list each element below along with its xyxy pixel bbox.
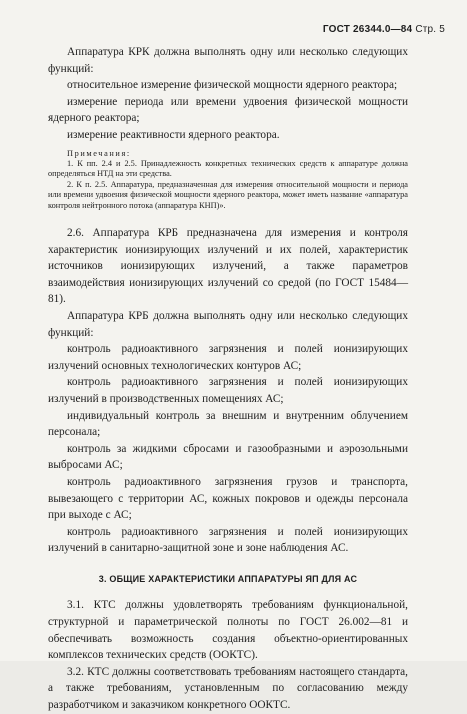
paragraph: 2.6. Аппаратура КРБ предназначена для измерения и контроля характеристик ионизирующих излучений и их полей, характеристик источников ионизирующих излучений, а также параметров взаимодействия ионизирующих излучений со средой (по ГОСТ 15484—81). [48,227,408,306]
notes-title: Примечания: [67,148,131,158]
paragraph: контроль радиоактивного загрязнения и полей ионизирующих излучений в санитарно-защитной зоне и зоне наблюдения АС. [48,525,408,555]
paragraph: 3.2. КТС должны соответствовать требованиям настоящего стандарта, а также требованиям, установленным по согласованию между разработчиком и заказчиком конкретного ООКТС. [48,665,408,712]
paragraph: индивидуальный контроль за внешним и внутренним облучением персонала; [48,409,408,439]
paragraph: измерение периода или времени удвоения физической мощности ядерного реактора; [48,95,408,125]
note-item: 2. К п. 2.5. Аппаратура, предназначенная для измерения относительной мощности и периода или времени удвоения физической мощности ядерного реактора, может иметь название «аппаратура контроля нейтронного потока (аппаратура КНП)». [48,179,408,210]
paragraph: контроль радиоактивного загрязнения и полей ионизирующих излучений в производственных помещениях АС; [48,376,408,405]
page-header [323,24,445,35]
paragraph: относительное измерение физической мощности ядерного реактора; [67,79,398,92]
paragraph: 3.1. КТС должны удовлетворять требованиям функциональной, структурной и параметрической полноты по ГОСТ 26.002—81 и обеспечивать возможность создания объектно-ориентированных комплексов технических средств (ООКТС). [48,599,408,662]
page-number: Стр. 5 [415,24,445,35]
paragraph: контроль радиоактивного загрязнения и полей ионизирующих излучений основных технологических контуров АС; [48,343,408,372]
paragraph: контроль радиоактивного загрязнения грузов и транспорта, вывезающего с территории АС, кожных покровов и одежды персонала при выходе с АС; [48,475,408,522]
section-heading: 3. ОБЩИЕ ХАРАКТЕРИСТИКИ АППАРАТУРЫ ЯП ДЛЯ АС [98,573,358,584]
spacer [48,211,408,225]
paragraph: измерение реактивности ядерного реактора. [67,128,280,141]
notes-block [48,149,408,211]
document-body [48,44,408,714]
standard-number: ГОСТ 26344.0—84 [322,24,413,35]
note-item: 1. К пп. 2.4 и 2.5. Принадлежность конкретных технических средств к аппаратуре должна определяться НТД на эти средства. [48,158,408,179]
paragraph: контроль за жидкими сбросами и газообразными и аэрозольными выбросами АС; [48,442,408,472]
paragraph: Аппаратура КРК должна выполнять одну или несколько следующих функций: [48,46,408,75]
paragraph: Аппаратура КРБ должна выполнять одну или несколько следующих функций: [48,309,408,339]
